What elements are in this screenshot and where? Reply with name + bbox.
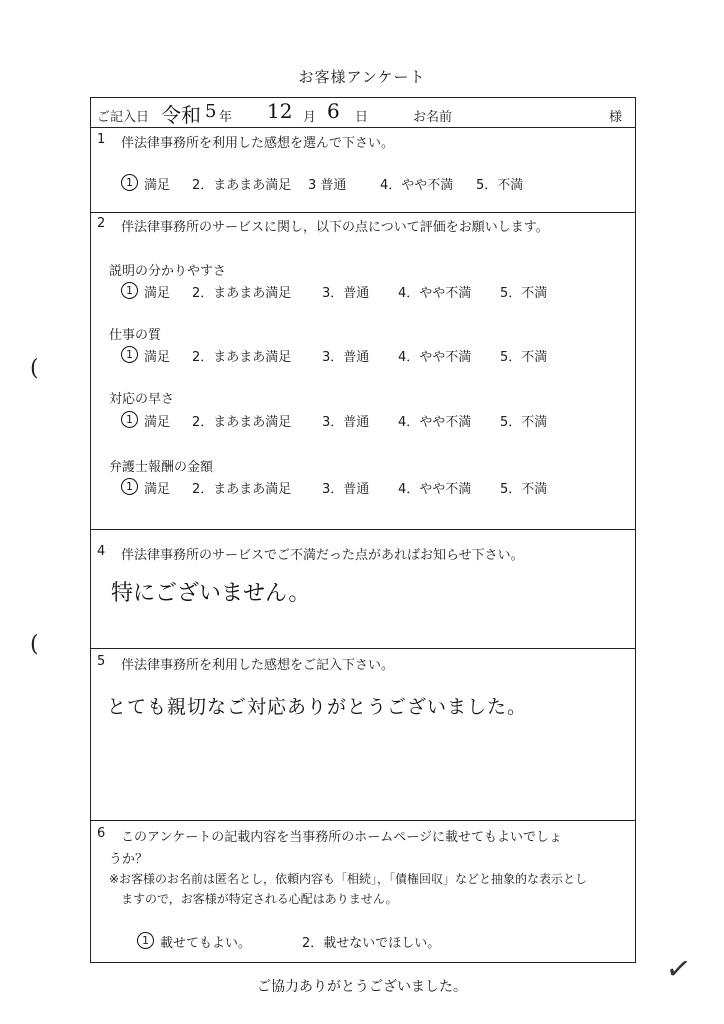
survey-form — [90, 97, 636, 963]
q5-number: 5 — [97, 654, 106, 669]
q1-option-5: 5．不満 — [476, 178, 524, 193]
q2-item-1-option-2: 2．まあまあ満足 — [192, 286, 292, 301]
header-divider — [91, 127, 635, 128]
q2-item-2-option-2: 2．まあまあ満足 — [192, 350, 292, 365]
q2-item-4-selected-circle: 1 — [121, 478, 138, 495]
q2-item-2-option-4: 4．やや不満 — [398, 350, 472, 365]
q6-option-2: 2．載せないでほしい。 — [302, 936, 441, 951]
q2-number: 2 — [97, 216, 106, 231]
q1-option-2: 2．まあまあ満足 — [192, 178, 292, 193]
q2-item-1-selected-circle: 1 — [121, 282, 138, 299]
q4-handwritten-answer: 特にございません。 — [111, 581, 311, 606]
q2-item-4-option-3: 3．普通 — [322, 482, 370, 497]
q6-text-line2: うか？ — [109, 852, 149, 867]
q2-text: 伴法律事務所のサービスに関し，以下の点について評価をお願いします。 — [121, 220, 549, 235]
binding-hole-mark-bottom: ( — [30, 632, 39, 657]
q6-option-1: 載せてもよい。 — [160, 936, 252, 951]
honorific-label: 様 — [609, 110, 623, 125]
q1-selected-circle: 1 — [121, 174, 138, 191]
q2-item-4-option-5: 5．不満 — [500, 482, 548, 497]
q2-item-2-selected-circle: 1 — [121, 346, 138, 363]
date-label: ご記入日 — [97, 110, 150, 125]
q2-item-1-option-3: 3．普通 — [322, 286, 370, 301]
date-day: 6 — [327, 99, 340, 123]
q2-item-1-label: 説明の分かりやすさ — [109, 264, 227, 279]
q2-item-3-option-2: 2．まあまあ満足 — [192, 415, 292, 430]
q1-number: 1 — [97, 132, 106, 147]
q2-item-3-option-4: 4．やや不満 — [398, 415, 472, 430]
date-month-unit: 月 — [303, 110, 317, 125]
q1-option-1: 満足 — [144, 178, 171, 193]
q2-item-3-selected-circle: 1 — [121, 411, 138, 428]
q2-item-4-option-4: 4．やや不満 — [398, 482, 472, 497]
q2-item-3-options — [121, 411, 547, 430]
q2-item-4-option-2: 2．まあまあ満足 — [192, 482, 292, 497]
q2-item-2-option-3: 3．普通 — [322, 350, 370, 365]
q2-item-1-option-5: 5．不満 — [500, 286, 548, 301]
q2-item-4-label: 弁護士報酬の金額 — [109, 460, 214, 475]
date-month: 12 — [267, 99, 293, 123]
q2-item-3-label: 対応の早さ — [109, 392, 175, 407]
q6-selected-circle: 1 — [137, 932, 154, 949]
q6-note-line1: ※お客様のお名前は匿名とし，依頼内容も「相続」，「債権回収」などと抽象的な表示とし — [109, 872, 588, 886]
footer-thanks: ご協力ありがとうございました。 — [257, 979, 467, 995]
survey-title: お客様アンケート — [298, 68, 426, 86]
q2-item-1-option-1: 満足 — [144, 286, 171, 301]
q2-item-1-options — [121, 282, 547, 301]
date-era: 令和 — [161, 103, 201, 127]
q1-options — [121, 174, 523, 193]
name-label: お名前 — [413, 110, 453, 125]
q1-text: 伴法律事務所を利用した感想を選んで下さい。 — [121, 136, 395, 151]
q2-item-2-option-1: 満足 — [144, 350, 171, 365]
q4-number: 4 — [97, 544, 106, 559]
q6-note-line2: ますので，お客様が特定される心配はありません。 — [121, 892, 398, 906]
q2-item-3-option-5: 5．不満 — [500, 415, 548, 430]
q2-item-2-option-5: 5．不満 — [500, 350, 548, 365]
q4-text: 伴法律事務所のサービスでご不満だった点があればお知らせ下さい。 — [121, 548, 524, 563]
q2-item-2-options — [121, 346, 547, 365]
q5-divider — [91, 820, 635, 821]
date-year: 5 — [205, 101, 217, 122]
q1-option-4: 4．やや不満 — [380, 178, 454, 193]
q2-item-4-option-1: 満足 — [144, 482, 171, 497]
q2-item-1-option-4: 4．やや不満 — [398, 286, 472, 301]
date-day-unit: 日 — [355, 110, 369, 125]
q5-text: 伴法律事務所を利用した感想をご記入下さい。 — [121, 658, 395, 673]
q2-item-4-options — [121, 478, 547, 497]
q6-text-line1: このアンケートの記載内容を当事務所のホームページに載せてもよいでしょ — [121, 830, 562, 845]
q4-divider — [91, 648, 635, 649]
q2-item-3-option-1: 満足 — [144, 415, 171, 430]
q2-divider — [91, 529, 635, 530]
q1-option-3: 3 普通 — [308, 178, 347, 193]
binding-hole-mark-top: ( — [30, 356, 39, 381]
date-year-unit: 年 — [219, 110, 233, 125]
q6-number: 6 — [97, 826, 106, 841]
q2-item-3-option-3: 3．普通 — [322, 415, 370, 430]
q1-divider — [91, 212, 635, 213]
check-mark-icon: ✓ — [663, 950, 694, 989]
q6-options — [137, 932, 440, 951]
q2-item-2-label: 仕事の質 — [109, 328, 162, 343]
q5-handwritten-answer: とても親切なご対応ありがとうございました。 — [107, 696, 528, 718]
